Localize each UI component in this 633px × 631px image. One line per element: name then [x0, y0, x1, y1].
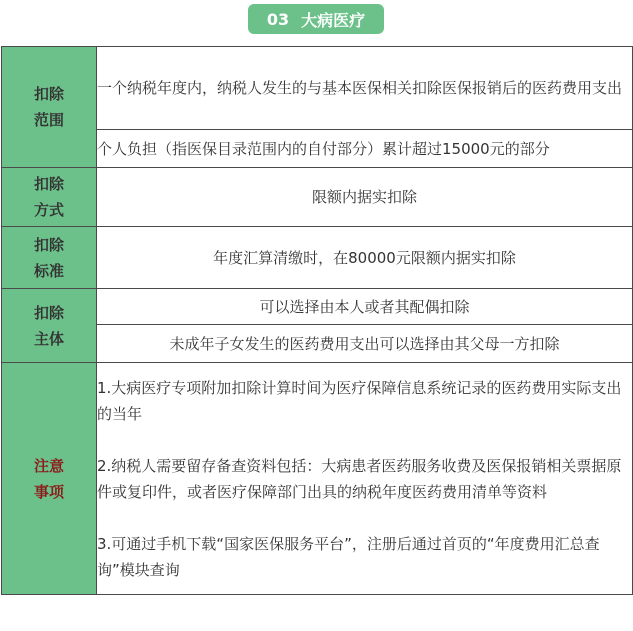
- standard-row-1: 年度汇算清缴时，在80000元限额内据实扣除: [97, 227, 633, 289]
- section-number: 03: [266, 9, 290, 29]
- deduction-table: [1, 46, 633, 595]
- table-row: [2, 130, 633, 168]
- label-standard: 扣除 标准: [2, 227, 97, 289]
- scope-row-1: 一个纳税年度内，纳税人发生的与基本医保相关扣除医保报销后的医药费用支出: [97, 47, 633, 130]
- label-notes: 注意 事项: [2, 363, 97, 595]
- notes-cell: [97, 363, 633, 595]
- note-item-2: 2.纳税人需要留存备查资料包括：大病患者医药服务收费及医保报销相关票据原件或复印件，或者医疗保障部门出具的纳税年度医药费用清单等资料: [97, 456, 622, 501]
- method-row-1: 限额内据实扣除: [97, 168, 633, 227]
- table-row: [2, 168, 633, 227]
- section-title: 大病医疗: [301, 10, 366, 30]
- note-item-1: 1.大病医疗专项附加扣除计算时间为医疗保障信息系统记录的医药费用实际支出的当年: [97, 378, 622, 423]
- scope-row-2: 个人负担（指医保目录范围内的自付部分）累计超过15000元的部分: [97, 130, 633, 168]
- label-subject: 扣除 主体: [2, 289, 97, 363]
- subject-row-1: 可以选择由本人或者其配偶扣除: [97, 289, 633, 325]
- table-row: [2, 227, 633, 289]
- table-row: [2, 289, 633, 325]
- table-row: [2, 363, 633, 595]
- note-item-3: 3.可通过手机下载“国家医保服务平台”，注册后通过首页的“年度费用汇总查询”模块查询: [97, 534, 600, 579]
- table-row: [2, 47, 633, 130]
- label-scope: 扣除 范围: [2, 47, 97, 168]
- table-row: [2, 325, 633, 363]
- label-method: 扣除 方式: [2, 168, 97, 227]
- subject-row-2: 未成年子女发生的医药费用支出可以选择由其父母一方扣除: [97, 325, 633, 363]
- section-title-badge: [248, 4, 384, 34]
